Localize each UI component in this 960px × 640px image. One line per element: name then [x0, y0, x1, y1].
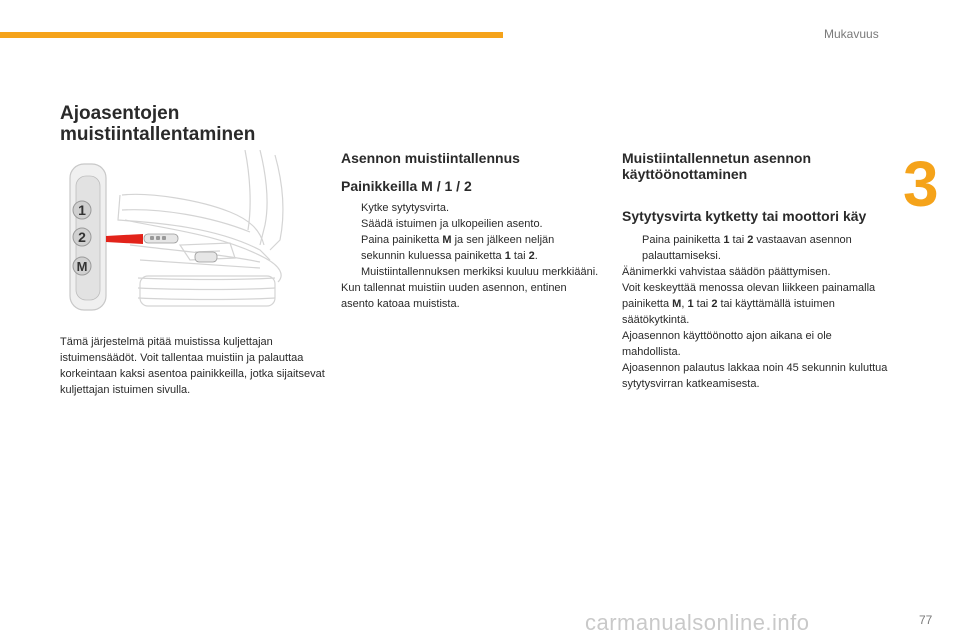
list-item: Kytke sytytysvirta. — [341, 200, 599, 216]
bullet-icon — [622, 232, 642, 264]
store-heading: Asennon muistiintallennus — [341, 150, 520, 166]
memory-button-2 — [73, 228, 91, 246]
chapter-number: 3 — [903, 148, 939, 220]
accent-bar — [0, 32, 503, 38]
timeout-text: Ajoasennon palautus lakkaa noin 45 sekunnin kuluttua sytytysvirran katkeamisesta. — [622, 362, 888, 390]
memory-button-1 — [73, 201, 91, 219]
seat-outline — [118, 150, 283, 306]
seat-illustration — [60, 150, 320, 315]
page-title: Ajoasentojen muistiintallentaminen — [60, 103, 256, 145]
interrupt-text: Voit keskeyttää menossa olevan liikkeen painamalla painiketta M, 1 tai 2 tai käyttämällä istuimen säätökytkintä. — [622, 282, 876, 326]
watermark: carmanualsonline.info — [585, 610, 810, 635]
list-item: Paina painiketta M ja sen jälkeen neljän sekunnin kuluessa painiketta 1 tai 2. Muistiintallennuksen merkiksi kuuluu merkkiääni. — [341, 232, 599, 280]
memory-button-m — [73, 257, 91, 275]
page-number: 77 — [919, 613, 933, 627]
confirm-text: Äänimerkki vahvistaa säädön päättymisen. — [622, 266, 831, 278]
button-1-label: 1 — [78, 202, 86, 218]
pointer-arrow — [106, 234, 143, 244]
store-subheading: Painikkeilla M / 1 / 2 — [341, 178, 472, 194]
intro-text: Tämä järjestelmä pitää muistissa kuljettajan istuimensäädöt. Voit tallentaa muistiin ja palauttaa korkeintaan kaksi asentoa painikkeilla, jotka sijaitsevat kuljettajan istuimen sivulla. — [60, 336, 325, 396]
section-title: Mukavuus — [824, 27, 879, 41]
recall-position-section — [622, 150, 890, 392]
button-2-label: 2 — [78, 229, 86, 245]
driving-restriction-text: Ajoasennon käyttöönotto ajon aikana ei ole mahdollista. — [622, 330, 832, 358]
list-item: Säädä istuimen ja ulkopeilien asento. — [341, 216, 599, 232]
recall-subheading: Sytytysvirta kytketty tai moottori käy — [622, 208, 867, 224]
bullet-icon — [341, 232, 361, 280]
bullet-icon — [341, 216, 361, 232]
bullet-icon — [341, 200, 361, 216]
button-m-label: M — [76, 259, 88, 274]
store-footer-text: Kun tallennat muistiin uuden asennon, entinen asento katoaa muistista. — [341, 282, 567, 310]
recall-heading: Muistiintallennetun asennon käyttöönottaminen — [622, 150, 812, 182]
seat-switch — [144, 234, 178, 243]
store-position-section — [341, 150, 599, 312]
seat-memory-diagram — [60, 150, 320, 315]
list-item: Paina painiketta 1 tai 2 vastaavan asennon palauttamiseksi. — [622, 232, 890, 264]
